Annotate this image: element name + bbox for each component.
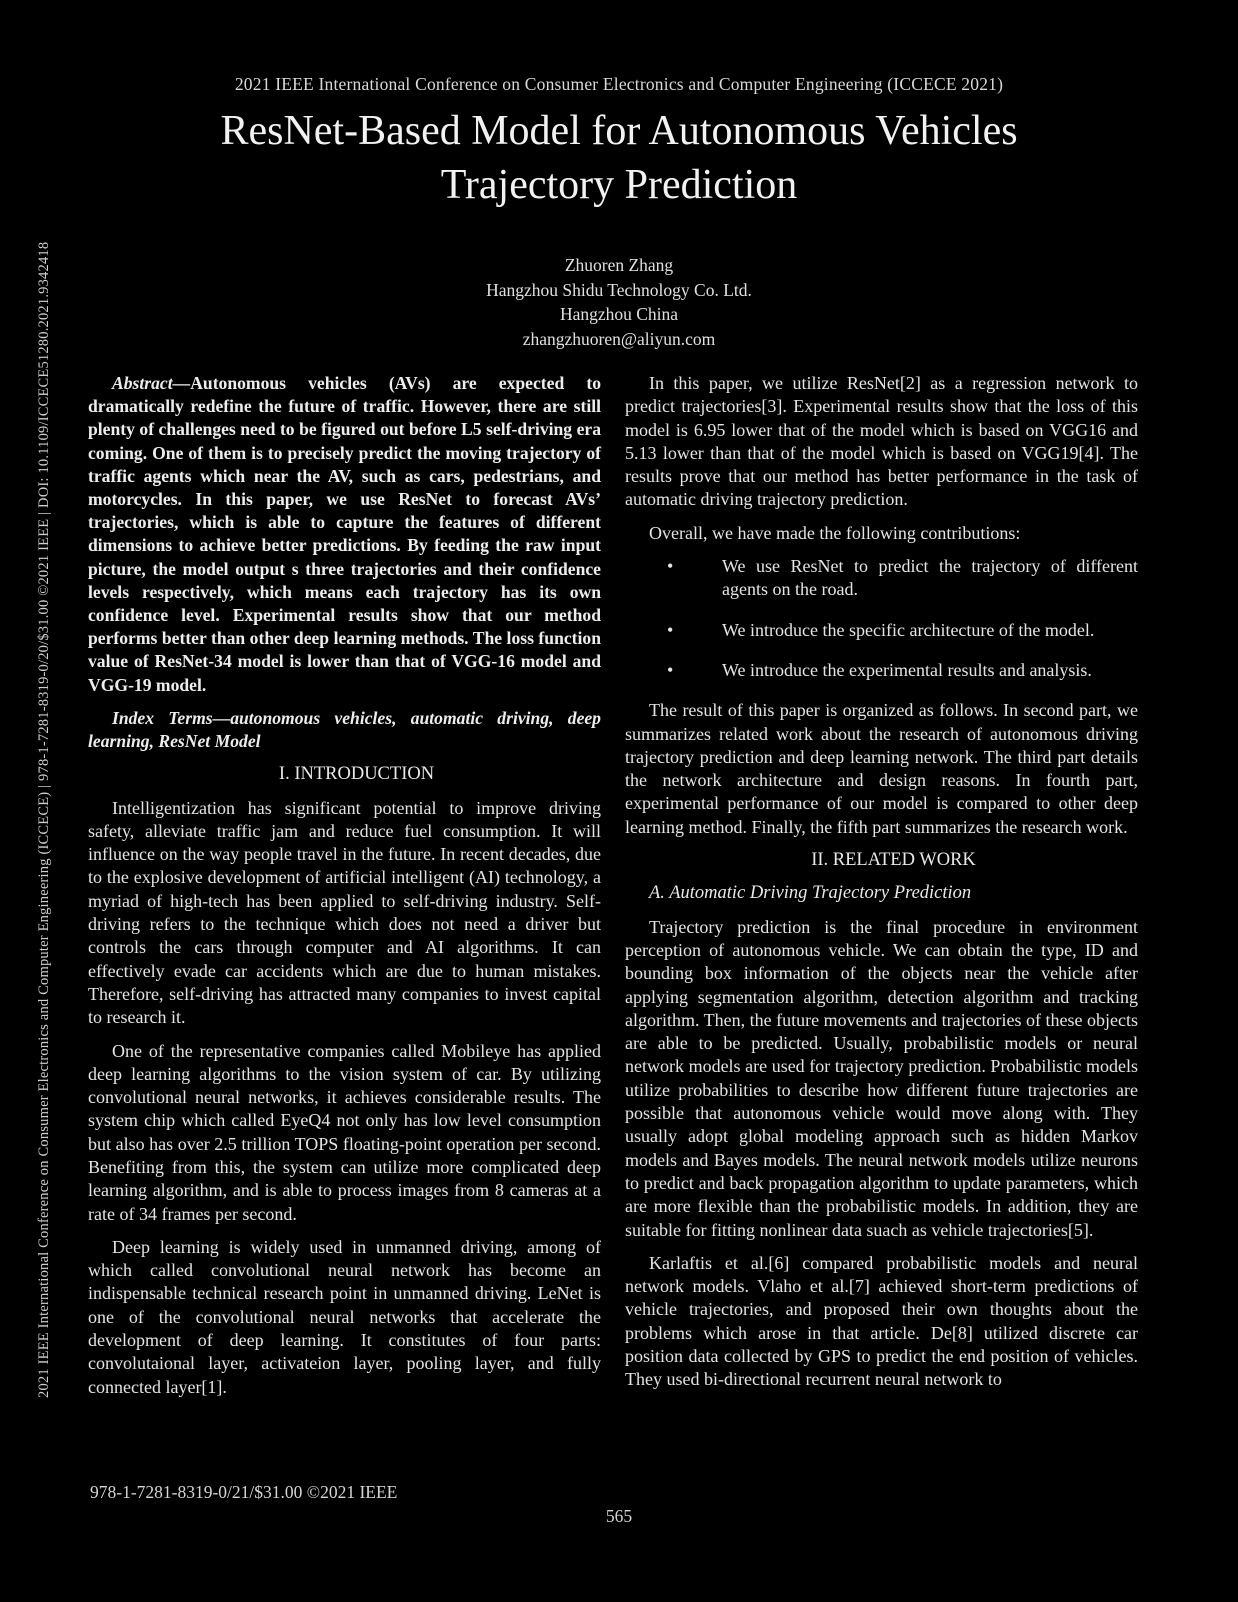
paper-title	[0, 104, 1238, 212]
index-terms-text: autonomous vehicles, automatic driving, deep learning, ResNet Model	[88, 707, 601, 752]
page-number: 565	[605, 1506, 633, 1526]
left-column	[88, 372, 601, 1409]
related-references-paragraph: Karlaftis et al.[6] compared probabilistic models and neural network models. Vlaho et al.[7] achieved short-term predictions of vehicle trajectories, and proposed their own thoughts about the problems which arose in that article. De[8] utilized discrete car position data collected by GPS to predict the end position of vehicles. They used bi-directional recurrent neural network to	[625, 1252, 1138, 1390]
section-heading-related-work: II. RELATED WORK	[811, 850, 976, 871]
abstract-text: Autonomous vehicles (AVs) are expected to dramatically redefine the future of traffic. However, there are still plenty of challenges need to be figured out before L5 self-driving era coming. One of them is to precisely predict the moving trajectory of traffic agents which near the AV, such as cars, pedestrians, and motorcycles. In this paper, we use ResNet to forecast AVs’ trajectories, which is able to capture the features of different dimensions to achieve better predictions. By feeding the raw input picture, the model output s three trajectories and their confidence levels respectively, which means each trajectory has its own confidence level. Experimental results show that our method performs better than other deep learning methods. The loss function value of ResNet-34 model is lower than that of VGG-16 model and VGG-19 model.	[88, 373, 601, 695]
contribution-text-3: We introduce the experimental results and analysis.	[722, 659, 1092, 680]
bullet-icon: •	[667, 619, 674, 640]
paper-organization-paragraph: The result of this paper is organized as follows. In second part, we summarizes related work about the research of autonomous driving trajectory prediction and deep learning network. The third part details the network architecture and design reasons. In fourth part, experimental performance of our model is compared to other deep learning method. Finally, the fifth part summarizes the research work.	[625, 700, 1138, 837]
contribution-text-1: We use ResNet to predict the trajectory of different agents on the road.	[722, 556, 1138, 600]
contribution-text-2: We introduce the specific architecture of the model.	[722, 619, 1095, 640]
contributions-intro: Overall, we have made the following contributions:	[649, 522, 1021, 543]
index-terms-lead-label: Index Terms—	[112, 707, 231, 728]
contribution-item-1	[667, 555, 1138, 602]
contribution-item-3	[667, 659, 1138, 682]
intro-paragraph-1: Intelligentization has significant potential to improve driving safety, alleviate traffic jam and reduce fuel consumption. It will influence on the way people travel in the future. In recent decades, due to the explosive development of artificial intelligent (AI) technology, a myriad of high-tech has been applied to self-driving industry. Self-driving refers to the technique which does not need a driver but controls the cars through computer and AI algorithms. It can effectively evade car accidents which are due to human mistakes. Therefore, self-driving has attracted many companies to invest capital to research it.	[88, 797, 601, 1028]
section-heading-introduction: I. INTRODUCTION	[278, 764, 435, 785]
author-affiliation: Hangzhou Shidu Technology Co. Ltd.	[486, 279, 752, 300]
paper-title-line-1: ResNet-Based Model for Autonomous Vehicles	[220, 108, 1018, 154]
resnet-results-paragraph: In this paper, we utilize ResNet[2] as a regression network to predict trajectories[3]. Experimental results show that the loss of this model is 6.95 lower that of the model which is based on VGG16 and 5.13 lower than that of the model which is based on VGG19[4]. The results prove that our method has better performance in the task of automatic driving trajectory prediction.	[625, 373, 1138, 510]
intro-paragraph-2: One of the representative companies called Mobileye has applied deep learning algorithms to the vision system of car. By utilizing convolutional neural networks, it achieves considerable results. The system chip which called EyeQ4 not only has low level consumption but also has over 2.5 trillion TOPS floating-point operation per second. Benefiting from this, the system can utilize more complicated deep learning algorithm, and is able to process images from 8 cameras at a rate of 34 frames per second.	[88, 1040, 601, 1224]
author-name: Zhuoren Zhang	[564, 255, 674, 275]
author-block	[0, 253, 1238, 351]
right-column	[625, 372, 1138, 1409]
abstract-paragraph	[88, 372, 601, 697]
conference-header: 2021 IEEE International Conference on Consumer Electronics and Computer Engineering (ICCECE 2021)	[234, 74, 1004, 94]
author-email: zhangzhuoren@aliyun.com	[522, 328, 716, 349]
sidebar-copyright-doi: 2021 IEEE International Conference on Consumer Electronics and Computer Engineering (ICCECE) | 978-1-7281-8319-0/20/$31.00 ©2021 IEEE | DOI: 10.1109/ICCECE51280.2021.9342418	[36, 241, 52, 1398]
bullet-icon: •	[667, 659, 674, 680]
two-column-body	[88, 372, 1138, 1409]
contributions-list	[625, 555, 1138, 682]
contribution-item-2	[667, 619, 1138, 642]
author-location: Hangzhou China	[559, 304, 679, 324]
trajectory-prediction-paragraph: Trajectory prediction is the final procedure in environment perception of autonomous vehicle. We can obtain the type, ID and bounding box information of the objects near the vehicle after applying segmentation algorithm, detection algorithm and tracking algorithm. Then, the future movements and trajectories of these objects are able to be predicted. Usually, probabilistic models or neural network models are used for trajectory prediction. Probabilistic models utilize probabilities to describe how different future trajectories are possible that autonomous vehicle would move along with. They usually adopt global modeling approach such as hidden Markov models and Bayes models. The neural network models utilize neurons to predict and back propagation algorithm to update parameters, which are more flexible than the probabilistic models. In addition, they are suitable for fitting nonlinear data suach as vehicle trajectories[5].	[625, 916, 1139, 1240]
index-terms-paragraph	[88, 707, 601, 753]
bullet-icon: •	[667, 556, 674, 577]
abstract-lead-label: Abstract—	[112, 373, 191, 393]
intro-paragraph-3: Deep learning is widely used in unmanned driving, among of which called convolutional neural network has become an indispensable technical research point in unmanned driving. LeNet is one of the convolutional neural networks that accelerate the development of deep learning. It constitutes of four parts: convolutaional layer, activateion layer, pooling layer, and fully connected layer[1].	[88, 1236, 601, 1397]
subsection-heading-trajectory-prediction: A. Automatic Driving Trajectory Prediction	[649, 883, 972, 904]
paper-title-line-2: Trajectory Prediction	[440, 162, 798, 208]
footer-copyright: 978-1-7281-8319-0/21/$31.00 ©2021 IEEE	[90, 1482, 398, 1502]
